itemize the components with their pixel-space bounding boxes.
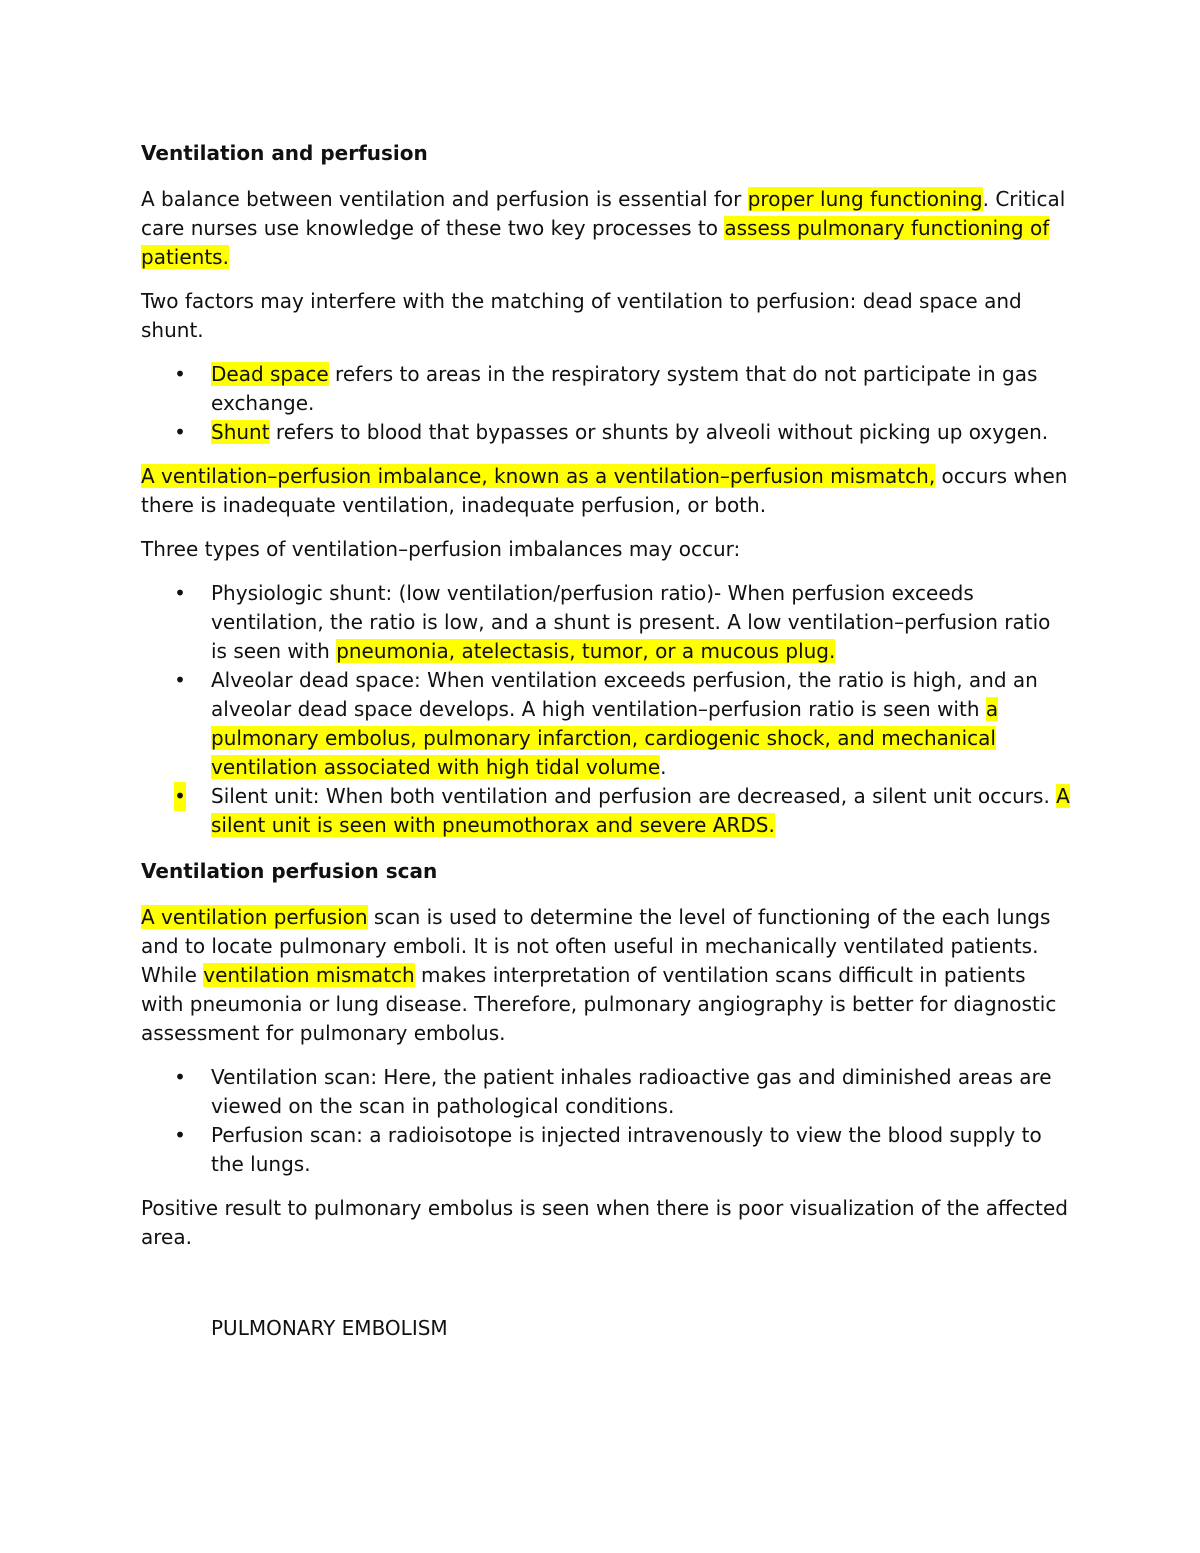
paragraph-positive-result: Positive result to pulmonary embolus is seen when there is poor visualization of the affected area.: [141, 1196, 1068, 1249]
highlighted-text: A ventilation perfusion: [141, 905, 368, 929]
list-item: [141, 782, 1071, 840]
list-item: [141, 418, 1071, 447]
heading-pulmonary-embolism: PULMONARY EMBOLISM: [211, 1316, 448, 1340]
text: scan is used to determine the level of functioning of the each lungs and to locate pulmonary emboli. It is not often useful in mechanically ventilated patients. While: [141, 905, 1051, 987]
text: . Critical care nurses use knowledge of these two key processes to: [141, 187, 1066, 240]
text: Alveolar dead space: When ventilation exceeds perfusion, the ratio is high, and an alveolar dead space develops. A high ventilation–perfusion ratio is seen with: [211, 668, 1038, 721]
text: makes interpretation of ventilation scans difficult in patients with pneumonia or lung disease. Therefore, pulmonary angiography is better for diagnostic assessment for pulmonary embolus.: [141, 963, 1057, 1045]
paragraph-balance: [141, 185, 1071, 272]
bullet-icon: •: [174, 1065, 186, 1089]
highlighted-text: Shunt: [211, 420, 270, 444]
heading-ventilation-perfusion-scan: Ventilation perfusion scan: [141, 859, 438, 883]
bullet-icon: •: [174, 668, 186, 692]
highlighted-text: proper lung functioning: [747, 187, 983, 211]
text: Silent unit: When both ventilation and perfusion are decreased, a silent unit occurs.: [211, 784, 1057, 808]
text: A balance between ventilation and perfusion is essential for: [141, 187, 748, 211]
text: Perfusion scan: a radioisotope is injected intravenously to view the blood supply to the lungs.: [211, 1123, 1042, 1176]
text: refers to areas in the respiratory system that do not participate in gas exchange.: [211, 362, 1038, 415]
highlighted-text: pneumonia, atelectasis, tumor, or a mucous plug.: [336, 639, 836, 663]
text: refers to blood that bypasses or shunts by alveoli without picking up oxygen.: [269, 420, 1049, 444]
paragraph-two-factors: Two factors may interfere with the matching of ventilation to perfusion: dead space and shunt.: [141, 289, 1022, 342]
list-item: [141, 1063, 1071, 1121]
document-page: [141, 137, 1071, 1344]
highlighted-text: Dead space: [211, 362, 329, 386]
paragraph-scan: [141, 903, 1071, 1048]
bullet-icon: •: [174, 362, 186, 386]
text: .: [660, 755, 667, 779]
bullet-icon: •: [174, 581, 186, 605]
highlighted-text: A ventilation–perfusion imbalance, known as a ventilation–perfusion mismatch,: [141, 464, 936, 488]
list-item: [141, 360, 1071, 418]
list-item: [141, 579, 1071, 666]
bullet-icon: •: [174, 782, 186, 811]
highlighted-text: assess pulmonary functioning of patients.: [141, 216, 1050, 269]
paragraph-three-types: Three types of ventilation–perfusion imbalances may occur:: [141, 537, 741, 561]
list-item: [141, 666, 1071, 782]
paragraph-mismatch: [141, 462, 1071, 520]
highlighted-text: A silent unit is seen with pneumothorax and severe ARDS.: [211, 784, 1070, 837]
list-imbalance-types: [141, 579, 1071, 840]
text: Ventilation scan: Here, the patient inhales radioactive gas and diminished areas are viewed on the scan in pathological conditions.: [211, 1065, 1052, 1118]
text: occurs when there is inadequate ventilation, inadequate perfusion, or both.: [141, 464, 1068, 517]
bullet-icon: •: [174, 1123, 186, 1147]
highlighted-text: a pulmonary embolus, pulmonary infarction, cardiogenic shock, and mechanical ventilation associated with high tidal volume: [211, 697, 999, 779]
heading-ventilation-perfusion: Ventilation and perfusion: [141, 141, 428, 165]
list-scans: [141, 1063, 1071, 1179]
list-dead-space-shunt: [141, 360, 1071, 447]
list-item: [141, 1121, 1071, 1179]
text: Physiologic shunt: (low ventilation/perfusion ratio)- When perfusion exceeds ventilation, the ratio is low, and a shunt is present. A low ventilation–perfusion ratio is seen with: [211, 581, 1051, 663]
bullet-icon: •: [174, 420, 186, 444]
highlighted-text: ventilation mismatch: [203, 963, 415, 987]
